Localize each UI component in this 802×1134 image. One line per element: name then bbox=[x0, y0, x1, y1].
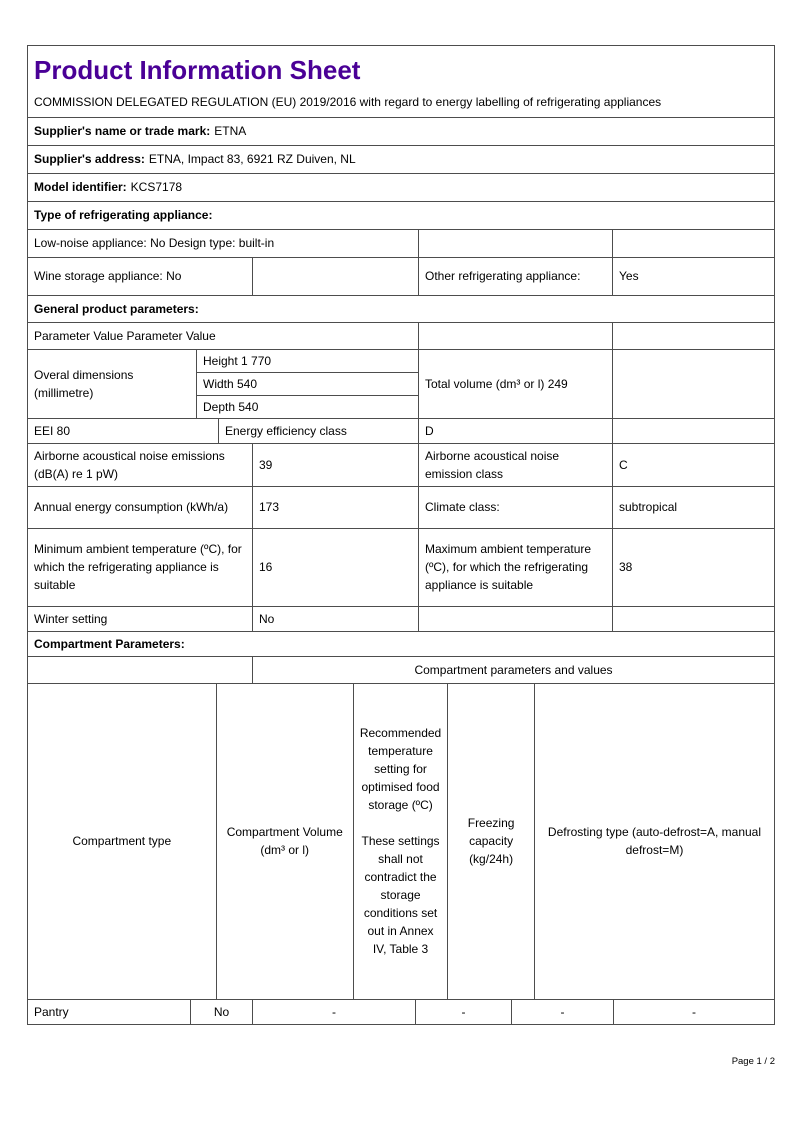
defrosting-type-header: Defrosting type (auto-defrost=A, manual defrost=M) bbox=[547, 825, 762, 857]
compartment-columns-header-row bbox=[28, 683, 774, 999]
product-information-sheet bbox=[27, 45, 775, 1025]
page-subtitle: COMMISSION DELEGATED REGULATION (EU) 2019/2016 with regard to energy labelling of refrigerating appliances bbox=[34, 94, 662, 109]
energy-class-value-cell bbox=[418, 419, 612, 443]
supplier-address-label: Supplier's address: bbox=[34, 152, 145, 166]
compartment-values-header: Compartment parameters and values bbox=[414, 662, 613, 677]
total-volume: Total volume (dm³ or l) 249 bbox=[425, 376, 568, 391]
page-title: Product Information Sheet bbox=[34, 55, 361, 85]
dimension-width: Width 540 bbox=[197, 372, 418, 395]
noise-class-label-cell bbox=[418, 444, 612, 486]
compartment-present-value: No bbox=[213, 1004, 230, 1019]
compartment-temp-cell bbox=[415, 1000, 511, 1024]
wine-storage-text: Wine storage appliance: No bbox=[34, 269, 182, 283]
winter-setting-value: No bbox=[259, 611, 275, 626]
min-temp-label-cell bbox=[28, 529, 252, 606]
winter-setting-label: Winter setting bbox=[34, 611, 108, 626]
min-temp-value-cell bbox=[252, 529, 418, 606]
empty-cell bbox=[612, 323, 774, 349]
other-appliance-value-cell bbox=[612, 258, 774, 295]
general-section-header: General product parameters: bbox=[34, 301, 199, 316]
energy-class-label: Energy efficiency class bbox=[225, 423, 347, 438]
dimensions-values-column bbox=[196, 350, 418, 418]
type-section-header-row bbox=[28, 201, 774, 229]
compartment-temp-header-1: Recommended temperature setting for optimised food storage (ºC) bbox=[359, 726, 442, 812]
low-noise-cell bbox=[28, 230, 418, 257]
total-volume-cell bbox=[418, 350, 612, 418]
energy-class-value: D bbox=[425, 423, 434, 438]
freezing-capacity-header: Freezing capacity (kg/24h) bbox=[467, 816, 515, 866]
compartment-defrost-cell bbox=[613, 1000, 774, 1024]
compartment-section-header: Compartment Parameters: bbox=[34, 636, 185, 651]
supplier-name-value: ETNA bbox=[214, 124, 247, 138]
compartment-section-header-row bbox=[28, 631, 774, 656]
noise-class-value: C bbox=[619, 457, 628, 472]
compartment-type-header: Compartment type bbox=[72, 834, 172, 848]
noise-label-cell bbox=[28, 444, 252, 486]
min-temp-value: 16 bbox=[259, 560, 273, 574]
empty-cell bbox=[612, 350, 774, 418]
compartment-type-value: Pantry bbox=[34, 1004, 69, 1019]
empty-cell bbox=[418, 230, 612, 257]
compartment-temp-value: - bbox=[461, 1004, 466, 1019]
model-identifier-value: KCS7178 bbox=[130, 180, 183, 194]
ambient-temperature-row bbox=[28, 528, 774, 606]
model-identifier-row bbox=[28, 173, 774, 201]
climate-class-label-cell bbox=[418, 487, 612, 528]
compartment-freezing-value: - bbox=[560, 1004, 565, 1019]
compartment-section-header-cell bbox=[28, 632, 774, 656]
supplier-address-cell bbox=[28, 146, 774, 173]
parameter-value-header-cell bbox=[28, 323, 418, 349]
model-identifier-cell bbox=[28, 174, 774, 201]
annual-energy-value-cell bbox=[252, 487, 418, 528]
climate-class-value: subtropical bbox=[619, 500, 678, 514]
noise-class-value-cell bbox=[612, 444, 774, 486]
wine-storage-cell bbox=[28, 258, 252, 295]
compartment-data-row-pantry bbox=[28, 999, 774, 1024]
noise-value-cell bbox=[252, 444, 418, 486]
noise-label: Airborne acoustical noise emissions (dB(A) re 1 pW) bbox=[34, 448, 225, 481]
title-row bbox=[28, 46, 774, 117]
defrosting-type-header-cell bbox=[534, 684, 774, 999]
compartment-volume-value: - bbox=[332, 1004, 336, 1019]
max-temp-value-cell bbox=[612, 529, 774, 606]
dimension-height: Height 1 770 bbox=[203, 353, 272, 368]
empty-cell bbox=[612, 419, 774, 443]
title-cell bbox=[28, 46, 774, 117]
max-temp-value: 38 bbox=[619, 560, 633, 574]
type-section-header-cell bbox=[28, 202, 774, 229]
climate-class-label: Climate class: bbox=[425, 500, 500, 514]
max-temp-label-cell bbox=[418, 529, 612, 606]
other-appliance-value: Yes bbox=[619, 269, 639, 283]
empty-cell bbox=[252, 258, 418, 295]
page-number: Page 1 / 2 bbox=[731, 1056, 775, 1067]
low-noise-row bbox=[28, 229, 774, 257]
general-section-header-row bbox=[28, 295, 774, 322]
eei-row bbox=[28, 418, 774, 443]
compartment-freezing-cell bbox=[511, 1000, 613, 1024]
dimensions-row bbox=[28, 349, 774, 418]
general-section-header-cell bbox=[28, 296, 774, 322]
parameter-value-header: Parameter Value Parameter Value bbox=[34, 328, 216, 343]
noise-value: 39 bbox=[259, 457, 273, 472]
empty-cell bbox=[28, 657, 252, 683]
compartment-values-header-cell bbox=[252, 657, 774, 683]
dimensions-label: Overal dimensions (millimetre) bbox=[34, 367, 134, 400]
empty-cell bbox=[612, 607, 774, 631]
min-temp-label: Minimum ambient temperature (ºC), for which the refrigerating appliance is suitable bbox=[34, 542, 242, 592]
winter-setting-label-cell bbox=[28, 607, 252, 631]
noise-row bbox=[28, 443, 774, 486]
compartment-temp-header-2: These settings shall not contradict the storage conditions set out in Annex IV, Table 3 bbox=[361, 834, 440, 956]
climate-class-value-cell bbox=[612, 487, 774, 528]
supplier-name-label: Supplier's name or trade mark: bbox=[34, 124, 211, 138]
low-noise-text: Low-noise appliance: No Design type: built-in bbox=[34, 236, 275, 250]
empty-cell bbox=[612, 230, 774, 257]
compartment-present-cell bbox=[190, 1000, 252, 1024]
supplier-address-value: ETNA, Impact 83, 6921 RZ Duiven, NL bbox=[148, 152, 356, 166]
compartment-values-header-row bbox=[28, 656, 774, 683]
compartment-volume-header: Compartment Volume (dm³ or l) bbox=[226, 825, 343, 857]
noise-class-label: Airborne acoustical noise emission class bbox=[425, 448, 560, 481]
empty-cell bbox=[418, 607, 612, 631]
dimension-depth: Depth 540 bbox=[197, 395, 418, 418]
annual-energy-value: 173 bbox=[259, 500, 280, 514]
compartment-defrost-value: - bbox=[692, 1004, 696, 1019]
supplier-name-row bbox=[28, 117, 774, 145]
other-appliance-label: Other refrigerating appliance: bbox=[425, 269, 581, 283]
other-appliance-label-cell bbox=[418, 258, 612, 295]
compartment-type-header-cell bbox=[28, 684, 216, 999]
compartment-volume-header-cell bbox=[216, 684, 353, 999]
annual-energy-label-cell bbox=[28, 487, 252, 528]
energy-class-label-cell bbox=[218, 419, 418, 443]
compartment-type-cell bbox=[28, 1000, 190, 1024]
winter-setting-row bbox=[28, 606, 774, 631]
supplier-address-row bbox=[28, 145, 774, 173]
max-temp-label: Maximum ambient temperature (ºC), for which the refrigerating appliance is suitable bbox=[425, 542, 592, 592]
empty-cell bbox=[418, 323, 612, 349]
model-identifier-label: Model identifier: bbox=[34, 180, 127, 194]
parameter-value-header-row bbox=[28, 322, 774, 349]
dimensions-label-cell bbox=[28, 350, 196, 418]
compartment-volume-cell bbox=[252, 1000, 415, 1024]
annual-energy-row bbox=[28, 486, 774, 528]
freezing-capacity-header-cell bbox=[447, 684, 534, 999]
compartment-temp-header-cell bbox=[353, 684, 447, 999]
winter-setting-value-cell bbox=[252, 607, 418, 631]
eei-cell bbox=[28, 419, 218, 443]
supplier-name-cell bbox=[28, 118, 774, 145]
eei-value: EEI 80 bbox=[34, 423, 71, 438]
annual-energy-label: Annual energy consumption (kWh/a) bbox=[34, 500, 229, 514]
type-section-header: Type of refrigerating appliance: bbox=[34, 208, 213, 222]
wine-storage-row bbox=[28, 257, 774, 295]
